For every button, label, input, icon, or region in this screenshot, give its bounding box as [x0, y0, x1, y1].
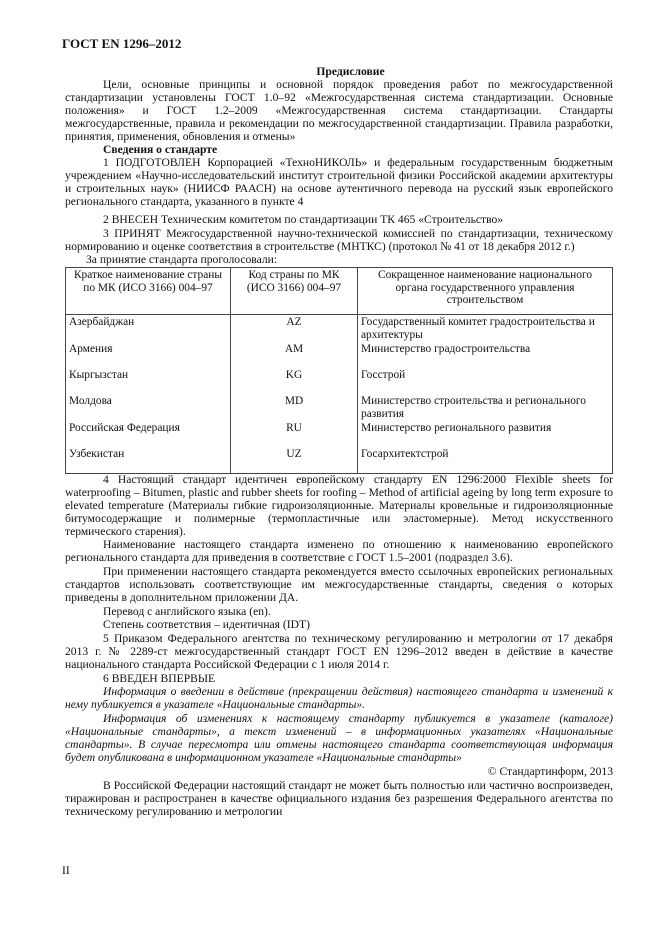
country-code: AZ	[231, 315, 358, 343]
authority-name: Госархитектстрой	[358, 447, 613, 474]
countries-table	[65, 267, 613, 474]
table-header: Краткое наименование страны по МК (ИСО 3166) 004–97	[66, 268, 231, 315]
translation-note: Перевод с английского языка (en).	[103, 605, 271, 618]
table-row	[66, 447, 613, 474]
apply-paragraph: При применении настоящего стандарта рекомендуется вместо ссылочных европейских региональных стандартов использовать соответствующие им межгосударственные стандарты, сведения о которых приведены в дополнительном приложении ДА.	[65, 565, 613, 604]
item-6: 6 ВВЕДЕН ВПЕРВЫЕ	[103, 672, 216, 685]
authority-name: Министерство градостроительства	[358, 342, 613, 368]
rights-paragraph: В Российской Федерации настоящий стандарт не может быть полностью или частично воспроизведен, тиражирован и распространен в качестве официального издания без разрешения Федерального агентства по техническому регулированию и метрологии	[65, 779, 613, 818]
rename-paragraph: Наименование настоящего стандарта изменено по отношению к наименованию европейского регионального стандарта для приведения в соответствие с ГОСТ 1.5–2001 (подраздел 3.6).	[65, 538, 613, 564]
table-row	[66, 315, 613, 343]
note-1: Информация о введении в действие (прекращении действия) настоящего стандарта и изменений к нему публикуется в указателе «Национальные стандарты».	[65, 685, 613, 711]
section-title: Предисловие	[316, 65, 385, 78]
info-heading: Сведения о стандарте	[103, 143, 218, 156]
country-name: Российская Федерация	[66, 421, 231, 447]
item-4: 4 Настоящий стандарт идентичен европейскому стандарту EN 1296:2000 Flexible sheets for waterproofing – Bitumen, plastic and rubber sheets for roofing – Method of artificial ageing by long term exposure to elevated temperature (Материалы гибкие гидроизоляционные. Материалы кровельные и гидроизоляционные битумосодержащие и полимерные (термопластичные или эластомерные). Метод искусственного термического старения).	[65, 473, 613, 538]
voted-label: За принятие стандарта проголосовали:	[86, 253, 278, 266]
country-name: Узбекистан	[66, 447, 231, 474]
table-row	[66, 368, 613, 394]
item-3: 3 ПРИНЯТ Межгосударственной научно-технической комиссией по стандартизации, техническому нормированию и оценке соответствия в строительстве (МНТКС) (протокол № 41 от 18 декабря 2012 г.)	[65, 227, 613, 253]
authority-name: Министерство строительства и регионального развития	[358, 394, 613, 421]
table-header: Сокращенное наименование национального органа государственного управления строительством	[358, 268, 613, 315]
authority-name: Госстрой	[358, 368, 613, 394]
table-row	[66, 342, 613, 368]
authority-name: Государственный комитет градостроительства и архитектуры	[358, 315, 613, 343]
country-code: KG	[231, 368, 358, 394]
copyright: © Стандартинформ, 2013	[487, 765, 613, 778]
country-code: UZ	[231, 447, 358, 474]
authority-name: Министерство регионального развития	[358, 421, 613, 447]
country-name: Кыргызстан	[66, 368, 231, 394]
table-row	[66, 421, 613, 447]
degree-note: Степень соответствия – идентичная (IDT)	[103, 618, 310, 631]
item-2: 2 ВНЕСЕН Техническим комитетом по стандартизации ТК 465 «Строительство»	[103, 213, 504, 226]
document-header: ГОСТ EN 1296–2012	[62, 36, 182, 51]
page-number: II	[62, 864, 70, 877]
item-1: 1 ПОДГОТОВЛЕН Корпорацией «ТехноНИКОЛЬ» и федеральным государственным бюджетным учреждением «Научно-исследовательский институт строительной физики Российской академии архитектуры и строительных наук» (НИИСФ РААСН) на основе аутентичного перевода на русский язык европейского регионального стандарта, указанного в пункте 4	[65, 156, 613, 208]
country-name: Азербайджан	[66, 315, 231, 343]
country-code: RU	[231, 421, 358, 447]
country-code: AM	[231, 342, 358, 368]
country-name: Армения	[66, 342, 231, 368]
table-header: Код страны по МК (ИСО 3166) 004–97	[231, 268, 358, 315]
item-5: 5 Приказом Федерального агентства по техническому регулированию и метрологии от 17 декабря 2013 г. № 2289-ст межгосударственный стандарт ГОСТ EN 1296–2012 введен в действие в качестве национального стандарта Российской Федерации с 1 июля 2014 г.	[65, 632, 613, 671]
country-name: Молдова	[66, 394, 231, 421]
table-row	[66, 394, 613, 421]
country-code: MD	[231, 394, 358, 421]
intro-paragraph: Цели, основные принципы и основной порядок проведения работ по межгосударственной стандартизации установлены ГОСТ 1.0–92 «Межгосударственная система стандартизации. Основные положения» и ГОСТ 1.2–2009 «Межгосударственная система стандартизации. Стандарты межгосударственные, правила и рекомендации по межгосударственной стандартизации. Правила разработки, принятия, применения, обновления и отмены»	[65, 78, 613, 143]
note-2: Информация об изменениях к настоящему стандарту публикуется в указателе (каталоге) «Национальные стандарты», а текст изменений – в информационных указателях «Национальные стандарты». В случае пересмотра или отмены настоящего стандарта соответствующая информация будет опубликована в информационном указателе «Национальные стандарты»	[65, 712, 613, 764]
